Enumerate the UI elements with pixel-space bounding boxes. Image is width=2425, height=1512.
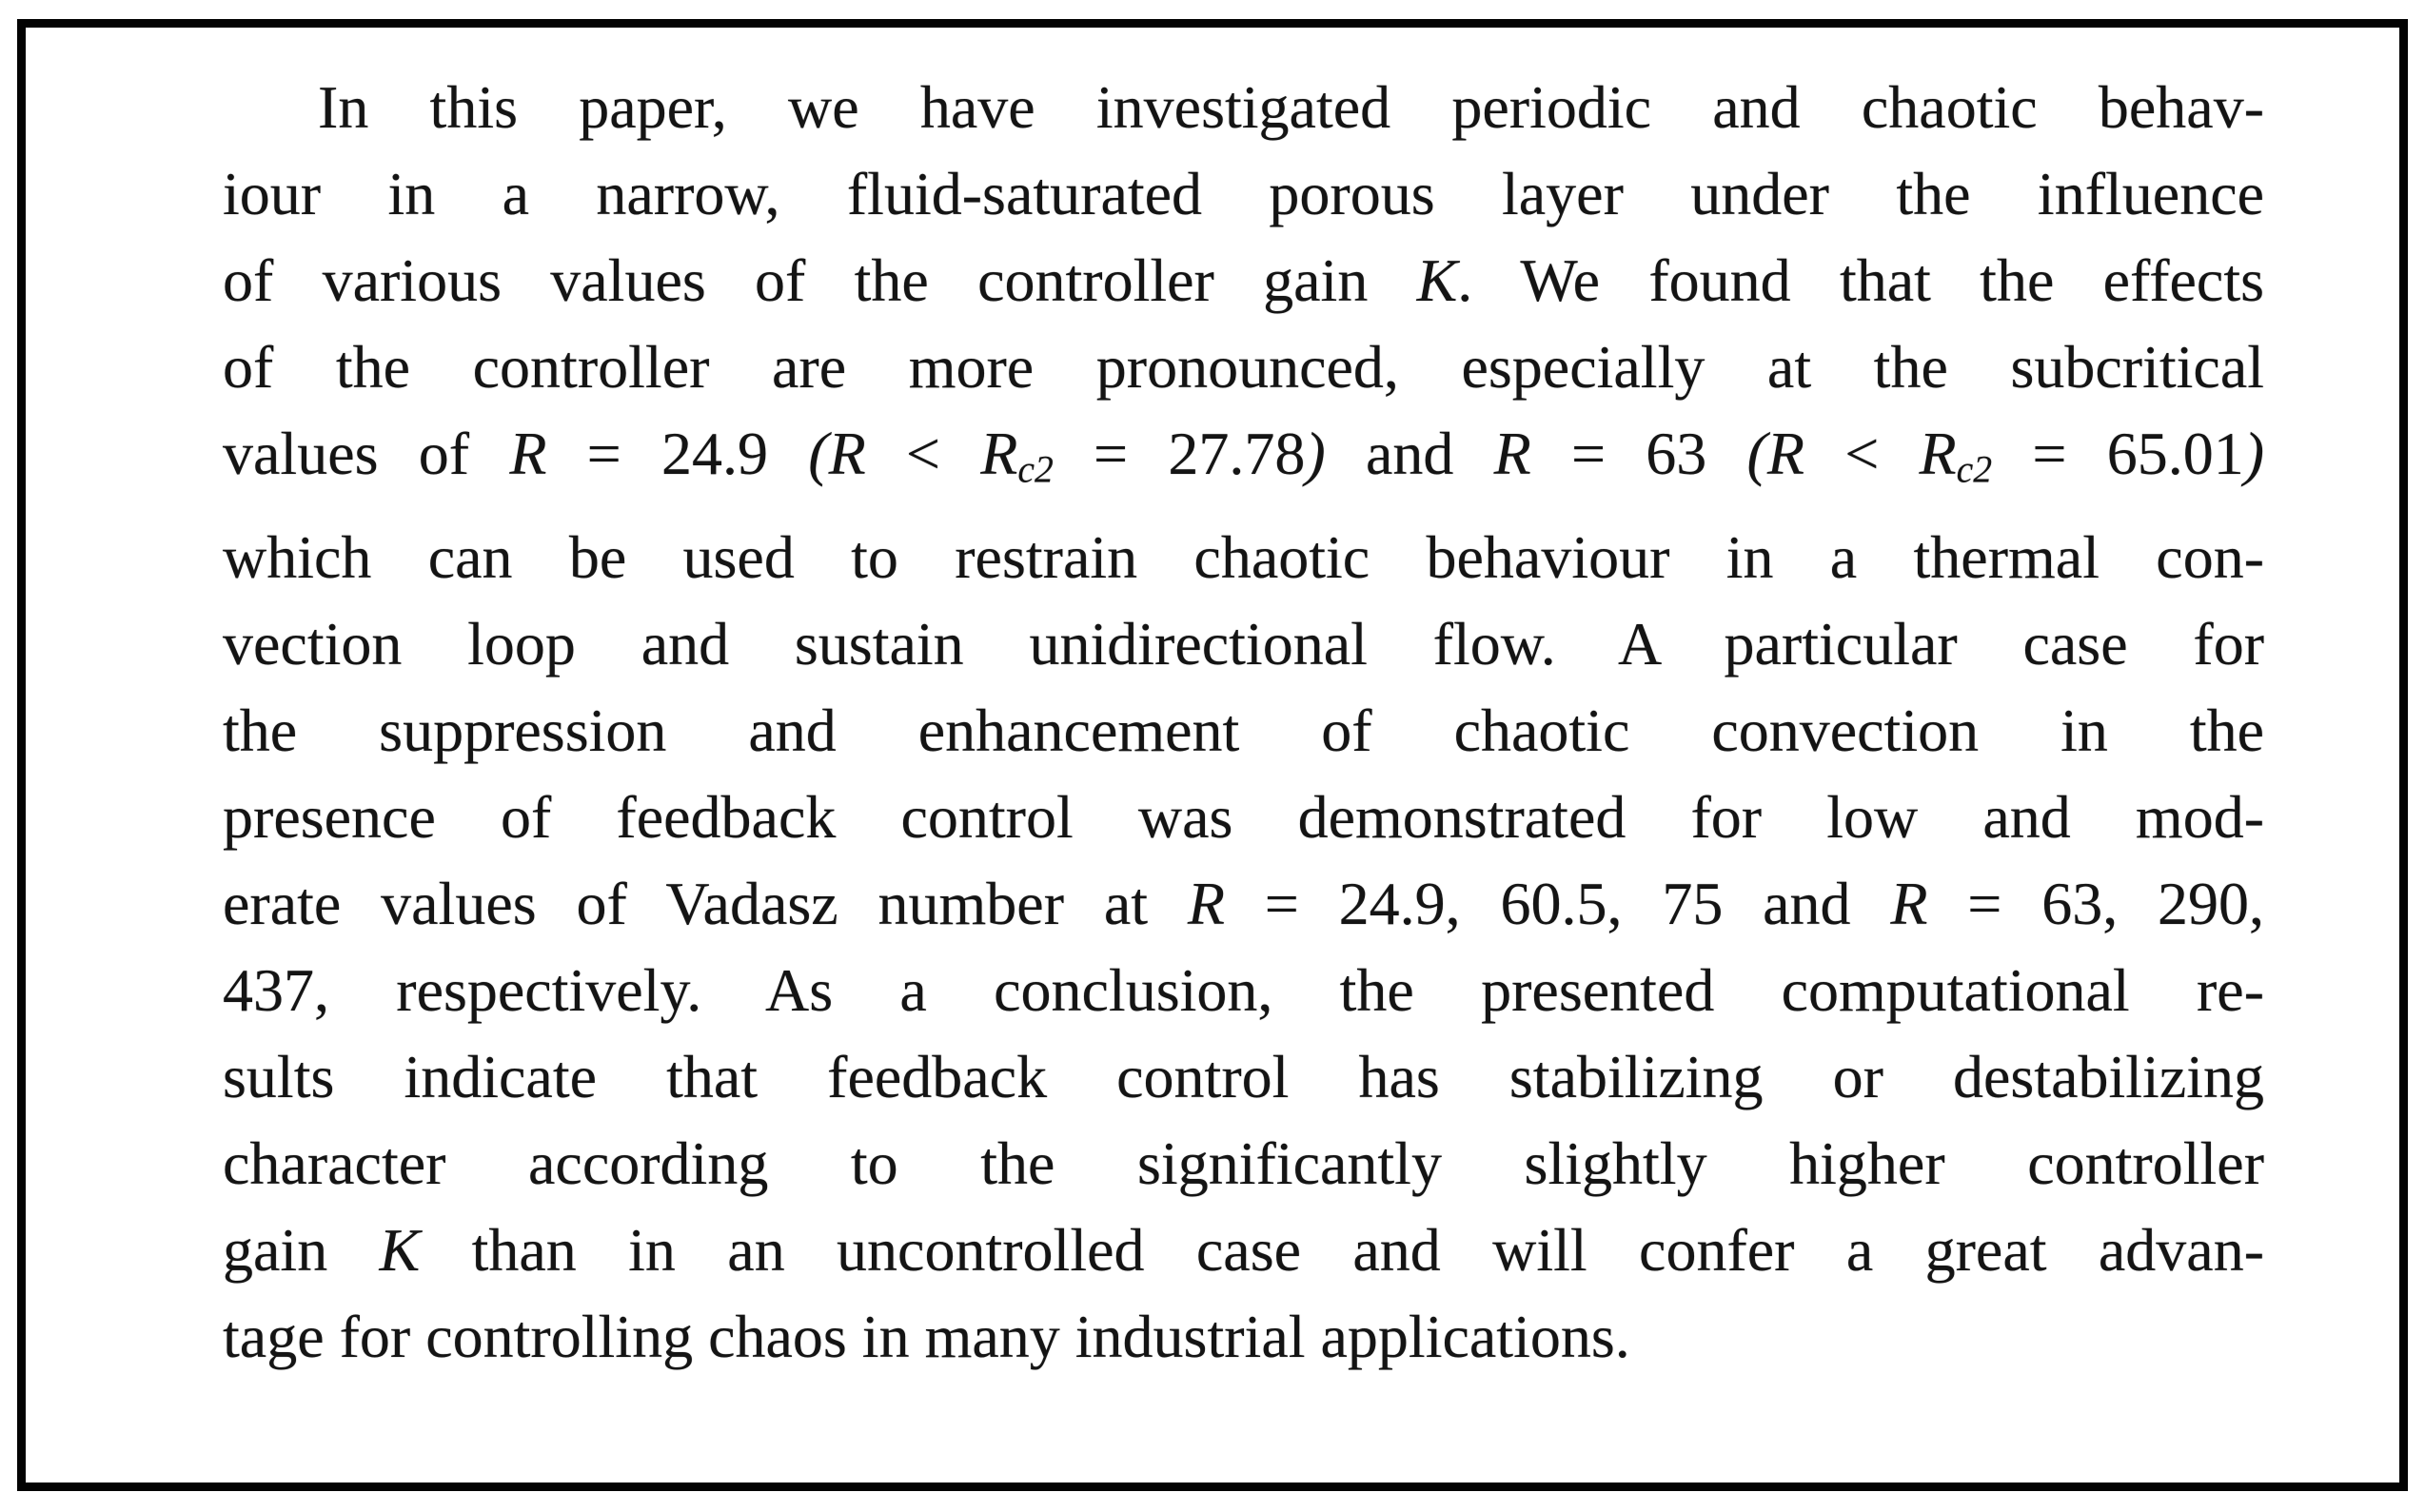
text-line xyxy=(223,150,2264,237)
text-run: vection loop and sustain unidirectional flow. A particular case for xyxy=(223,609,2264,677)
abstract-paragraph xyxy=(223,64,2264,1380)
text-run: the suppression and enhancement of chaotic convection in the xyxy=(223,696,2264,764)
text-run: iour in a narrow, fluid-saturated porous layer under the influence xyxy=(223,160,2264,227)
math-symbol: R xyxy=(980,420,1018,487)
text-run: . We found that the effects xyxy=(1457,246,2265,314)
math-symbol: R xyxy=(1919,420,1957,487)
text-run: gain xyxy=(223,1215,380,1284)
math-symbol: ) xyxy=(1305,420,1326,487)
text-line xyxy=(223,947,2264,1033)
math-symbol: R xyxy=(1890,869,1928,937)
math-symbol: ( xyxy=(808,420,829,487)
text-line xyxy=(223,410,2264,514)
math-symbol: K xyxy=(1416,246,1458,314)
text-run: = 27.78 xyxy=(1053,420,1306,487)
text-run: = 63 xyxy=(1530,420,1747,487)
math-subscript: c2 xyxy=(1956,448,1993,491)
text-run: values of xyxy=(223,420,510,487)
text-run: presence of feedback control was demonstrated for low and mod- xyxy=(223,782,2264,851)
math-symbol: ( xyxy=(1746,420,1767,487)
text-run: sults indicate that feedback control has stabilizing or destabilizing xyxy=(223,1042,2264,1110)
text-line xyxy=(223,860,2264,947)
page-border xyxy=(17,19,2408,1491)
math-symbol: R xyxy=(828,420,866,487)
text-run: of the controller are more pronounced, especially at the subcritical xyxy=(223,333,2264,401)
text-line xyxy=(223,324,2264,410)
text-line xyxy=(223,687,2264,774)
text-run: erate values of Vadasz number at xyxy=(223,869,1188,937)
text-line xyxy=(223,1033,2264,1120)
text-line xyxy=(223,514,2264,600)
text-run: and xyxy=(1325,420,1494,487)
math-symbol: ) xyxy=(2243,420,2264,487)
text-run: < xyxy=(865,420,981,487)
math-symbol: R xyxy=(509,420,547,487)
text-line xyxy=(223,774,2264,860)
text-run: 437, respectively. As a conclusion, the presented computational re- xyxy=(223,955,2264,1024)
math-symbol: K xyxy=(379,1215,421,1284)
text-run: = 24.9, 60.5, 75 and xyxy=(1224,869,1891,937)
text-run: = 63, 290, xyxy=(1927,869,2265,937)
text-run: which can be used to restrain chaotic behaviour in a thermal con- xyxy=(223,522,2264,591)
math-symbol: R xyxy=(1187,869,1225,937)
text-run: of various values of the controller gain xyxy=(223,246,1417,314)
text-line xyxy=(223,64,2264,150)
text-run: = 24.9 xyxy=(546,420,809,487)
text-run: = 65.01 xyxy=(1992,420,2244,487)
text-line xyxy=(223,1120,2264,1207)
math-subscript: c2 xyxy=(1017,448,1054,491)
text-run: < xyxy=(1804,420,1920,487)
math-symbol: R xyxy=(1493,420,1531,487)
text-run: In this paper, we have investigated periodic and chaotic behav- xyxy=(318,73,2264,141)
text-run: tage for controlling chaos in many industrial applications. xyxy=(223,1302,1630,1370)
text-line xyxy=(223,1207,2264,1293)
text-line xyxy=(223,237,2264,324)
math-symbol: R xyxy=(1766,420,1804,487)
text-line xyxy=(223,1293,2264,1380)
text-line xyxy=(223,600,2264,687)
text-run: character according to the significantly slightly higher controller xyxy=(223,1129,2264,1197)
text-run: than in an uncontrolled case and will confer a great advan- xyxy=(420,1215,2264,1284)
